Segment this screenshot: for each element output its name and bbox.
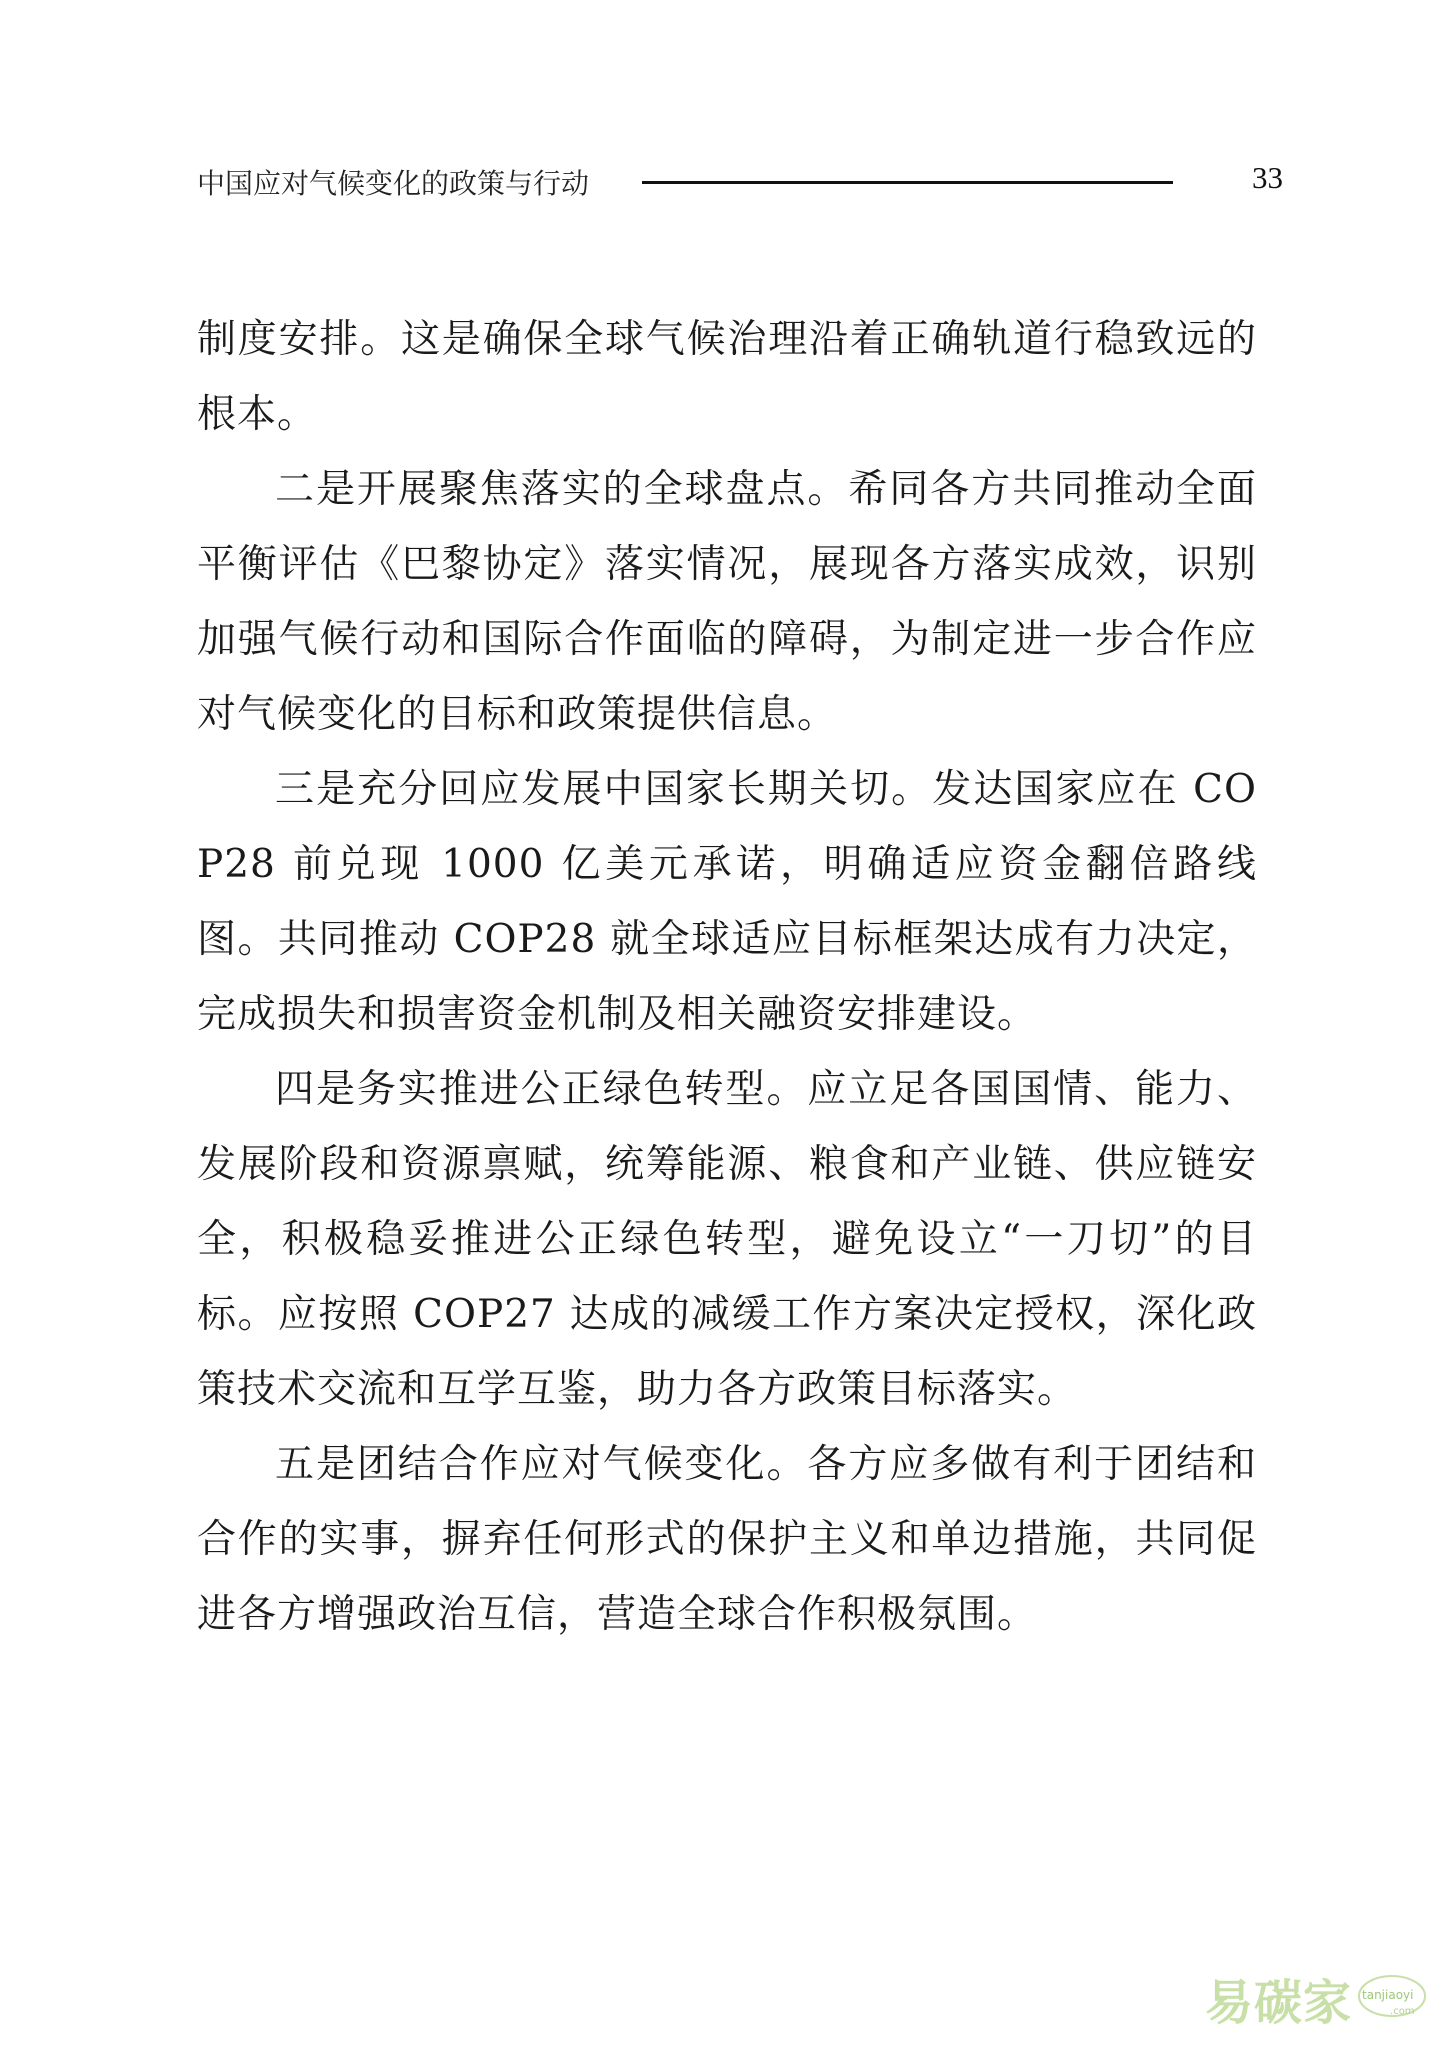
header-rule [642,181,1173,184]
watermark-suffix: .com [1390,2006,1415,2017]
paragraph-global-stocktake: 二是开展聚焦落实的全球盘点。希同各方共同推动全面平衡评估《巴黎协定》落实情况，展现各方落实成效，识别加强气候行动和国际合作面临的障碍，为制定进一步合作应对气候变化的目标和政策提供信息。 [197,467,1257,737]
paragraph-cooperation: 五是团结合作应对气候变化。各方应多做有利于团结和合作的实事，摒弃任何形式的保护主义和单边措施，共同促进各方增强政治互信，营造全球合作积极氛围。 [197,1442,1257,1637]
paragraph-green-transition: 四是务实推进公正绿色转型。应立足各国国情、能力、发展阶段和资源禀赋，统筹能源、粮食和产业链、供应链安全，积极稳妥推进公正绿色转型，避免设立“一刀切”的目标。应按照 COP27 达成的减缓工作方案决定授权，深化政策技术交流和互学互鉴，助力各方政策目标落实。 [197,1067,1257,1412]
body-text [197,302,1257,1652]
watermark-domain: tanjiaoyi [1362,1988,1414,2002]
running-header [197,158,1285,198]
paragraph-developing-countries: 三是充分回应发展中国家长期关切。发达国家应在 COP28 前兑现 1000 亿美元承诺，明确适应资金翻倍路线图。共同推动 COP28 就全球适应目标框架达成有力决定，完成损失和损害资金机制及相关融资安排建设。 [197,767,1257,1037]
paragraph-continued: 制度安排。这是确保全球气候治理沿着正确轨道行稳致远的根本。 [197,317,1257,437]
running-header-title: 中国应对气候变化的政策与行动 [197,167,590,200]
watermark-badge [1356,1970,1428,2026]
page-number: 33 [1252,160,1283,195]
watermark-brand: 易碳家 [1205,1974,1353,2031]
watermark-logo [1205,1963,1435,2033]
